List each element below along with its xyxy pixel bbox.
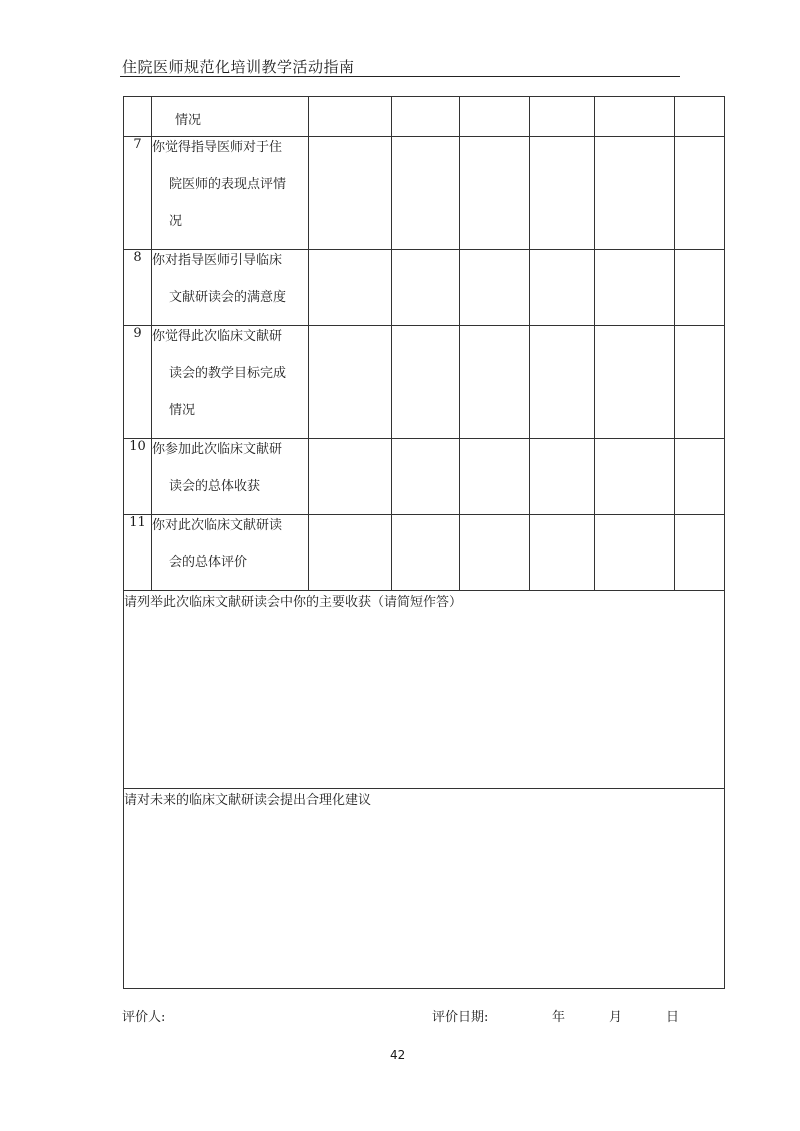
rating-cell[interactable] bbox=[460, 515, 530, 591]
rating-cell[interactable] bbox=[392, 439, 460, 515]
item-line: 读会的总体收获 bbox=[169, 479, 261, 494]
rating-cell[interactable] bbox=[309, 97, 392, 137]
rating-cell[interactable] bbox=[392, 97, 460, 137]
rating-cell[interactable] bbox=[309, 515, 392, 591]
rating-cell[interactable] bbox=[460, 439, 530, 515]
rating-cell[interactable] bbox=[392, 137, 460, 250]
month-label: 月 bbox=[609, 1010, 623, 1025]
rating-cell[interactable] bbox=[595, 97, 675, 137]
day-label: 日 bbox=[666, 1010, 680, 1025]
open-question-row bbox=[124, 591, 725, 789]
item-line: 你对此次临床文献研读 bbox=[152, 518, 283, 533]
rating-cell[interactable] bbox=[675, 515, 725, 591]
rating-cell[interactable] bbox=[595, 137, 675, 250]
row-number: 10 bbox=[124, 439, 152, 515]
row-number: 8 bbox=[124, 250, 152, 326]
page-number: 42 bbox=[390, 1048, 406, 1062]
rating-cell[interactable] bbox=[460, 326, 530, 439]
page-header-title: 住院医师规范化培训教学活动指南 bbox=[122, 58, 355, 76]
rating-cell[interactable] bbox=[675, 439, 725, 515]
rating-cell[interactable] bbox=[460, 97, 530, 137]
table-row bbox=[124, 250, 725, 326]
rating-cell[interactable] bbox=[675, 97, 725, 137]
table-row bbox=[124, 515, 725, 591]
item-line: 你觉得此次临床文献研 bbox=[152, 329, 283, 344]
rating-cell[interactable] bbox=[675, 326, 725, 439]
header-rule bbox=[120, 76, 680, 77]
rating-cell[interactable] bbox=[595, 439, 675, 515]
row-number bbox=[124, 97, 152, 137]
rating-cell[interactable] bbox=[309, 250, 392, 326]
rating-cell[interactable] bbox=[530, 326, 595, 439]
row-item bbox=[152, 326, 309, 439]
item-line: 你对指导医师引导临床 bbox=[152, 253, 283, 268]
row-item bbox=[152, 137, 309, 250]
rating-cell[interactable] bbox=[675, 250, 725, 326]
rating-cell[interactable] bbox=[595, 250, 675, 326]
table-row bbox=[124, 137, 725, 250]
rating-cell[interactable] bbox=[675, 137, 725, 250]
rating-cell[interactable] bbox=[530, 97, 595, 137]
item-line: 况 bbox=[169, 214, 183, 229]
open-question-row bbox=[124, 789, 725, 989]
row-number: 7 bbox=[124, 137, 152, 250]
table-row bbox=[124, 439, 725, 515]
rating-cell[interactable] bbox=[595, 515, 675, 591]
table-row bbox=[124, 326, 725, 439]
rating-cell[interactable] bbox=[530, 137, 595, 250]
rating-cell[interactable] bbox=[309, 326, 392, 439]
row-item bbox=[152, 250, 309, 326]
open-question-label: 请列举此次临床文献研读会中你的主要收获（请简短作答） bbox=[124, 595, 463, 610]
item-line: 文献研读会的满意度 bbox=[169, 290, 287, 305]
item-line: 你觉得指导医师对于住 bbox=[152, 140, 283, 155]
open-question-gains[interactable] bbox=[124, 591, 725, 789]
rating-cell[interactable] bbox=[309, 439, 392, 515]
rating-cell[interactable] bbox=[530, 250, 595, 326]
row-item bbox=[152, 439, 309, 515]
row-number: 11 bbox=[124, 515, 152, 591]
item-line: 院医师的表现点评情 bbox=[169, 177, 287, 192]
item-line: 你参加此次临床文献研 bbox=[152, 442, 283, 457]
row-number: 9 bbox=[124, 326, 152, 439]
rating-cell[interactable] bbox=[595, 326, 675, 439]
rating-cell[interactable] bbox=[392, 515, 460, 591]
rating-cell[interactable] bbox=[309, 137, 392, 250]
date-label: 评价日期: bbox=[432, 1010, 489, 1025]
rating-cell[interactable] bbox=[460, 137, 530, 250]
open-question-label: 请对未来的临床文献研读会提出合理化建议 bbox=[124, 793, 372, 808]
rating-cell[interactable] bbox=[530, 515, 595, 591]
row-item bbox=[152, 97, 309, 137]
rating-cell[interactable] bbox=[392, 250, 460, 326]
rating-cell[interactable] bbox=[460, 250, 530, 326]
item-line: 情况 bbox=[169, 403, 196, 418]
evaluation-table bbox=[123, 96, 725, 989]
row-item bbox=[152, 515, 309, 591]
open-question-suggestions[interactable] bbox=[124, 789, 725, 989]
evaluator-label: 评价人: bbox=[122, 1010, 166, 1025]
rating-cell[interactable] bbox=[530, 439, 595, 515]
year-label: 年 bbox=[552, 1010, 566, 1025]
item-line: 情况 bbox=[175, 113, 202, 128]
item-line: 读会的教学目标完成 bbox=[169, 366, 287, 381]
table-row bbox=[124, 97, 725, 137]
rating-cell[interactable] bbox=[392, 326, 460, 439]
item-line: 会的总体评价 bbox=[169, 555, 248, 570]
